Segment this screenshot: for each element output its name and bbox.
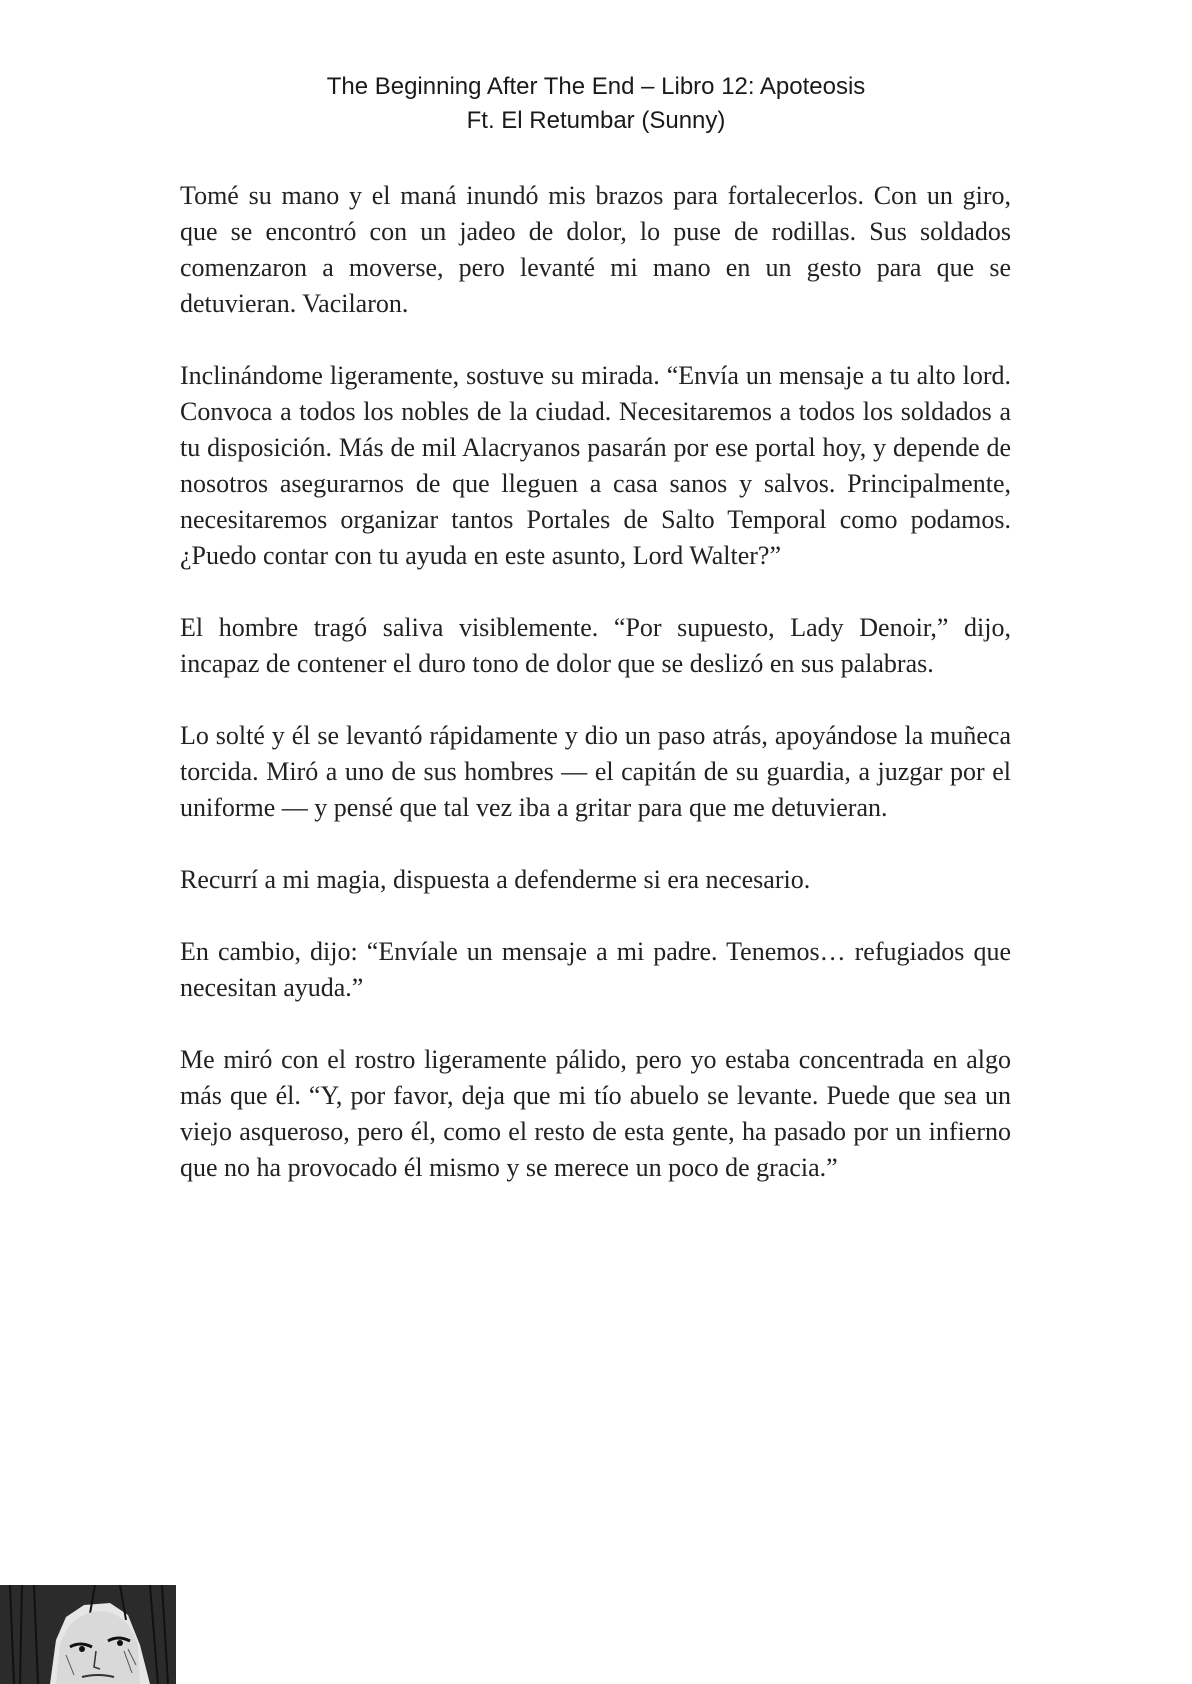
paragraph: Lo solté y él se levantó rápidamente y dio un paso atrás, apoyándose la muñeca torcida. Miró a uno de sus hombres — el capitán de su guardia, a juzgar por el uniforme — y pensé que tal vez iba a gritar para que me detuvieran. bbox=[180, 721, 1011, 822]
paragraph: Recurrí a mi magia, dispuesta a defenderme si era necesario. bbox=[180, 865, 811, 894]
book-title: The Beginning After The End – Libro 12: Apoteosis bbox=[326, 73, 866, 100]
paragraph: En cambio, dijo: “Envíale un mensaje a mi padre. Tenemos… refugiados que necesitan ayuda.” bbox=[180, 937, 1011, 1002]
paragraph: El hombre tragó saliva visiblemente. “Por supuesto, Lady Denoir,” dijo, incapaz de contener el duro tono de dolor que se deslizó en sus palabras. bbox=[180, 613, 1011, 678]
chapter-text bbox=[180, 178, 1011, 1222]
paragraph: Inclinándome ligeramente, sostuve su mirada. “Envía un mensaje a tu alto lord. Convoca a todos los nobles de la ciudad. Necesitaremos a todos los soldados a tu disposición. Más de mil Alacryanos pasarán por ese portal hoy, y depende de nosotros asegurarnos de que lleguen a casa sanos y salvos. Principalmente, necesitaremos organizar tantos Portales de Salto Temporal como podamos. ¿Puedo contar con tu ayuda en este asunto, Lord Walter?” bbox=[180, 361, 1011, 570]
translator-credit: Ft. El Retumbar (Sunny) bbox=[466, 107, 726, 134]
page-header bbox=[0, 70, 1192, 138]
paragraph: Me miró con el rostro ligeramente pálido, pero yo estaba concentrada en algo más que él. “Y, por favor, deja que mi tío abuelo se levante. Puede que sea un viejo asqueroso, pero él, como el resto de esta gente, ha pasado por un infierno que no ha provocado él mismo y se merece un poco de gracia.” bbox=[180, 1045, 1011, 1182]
paragraph: Tomé su mano y el maná inundó mis brazos para fortalecerlos. Con un giro, que se encontró con un jadeo de dolor, lo puse de rodillas. Sus soldados comenzaron a moverse, pero levanté mi mano en un gesto para que se detuvieran. Vacilaron. bbox=[180, 181, 1011, 318]
manga-character-illustration bbox=[0, 1585, 176, 1684]
